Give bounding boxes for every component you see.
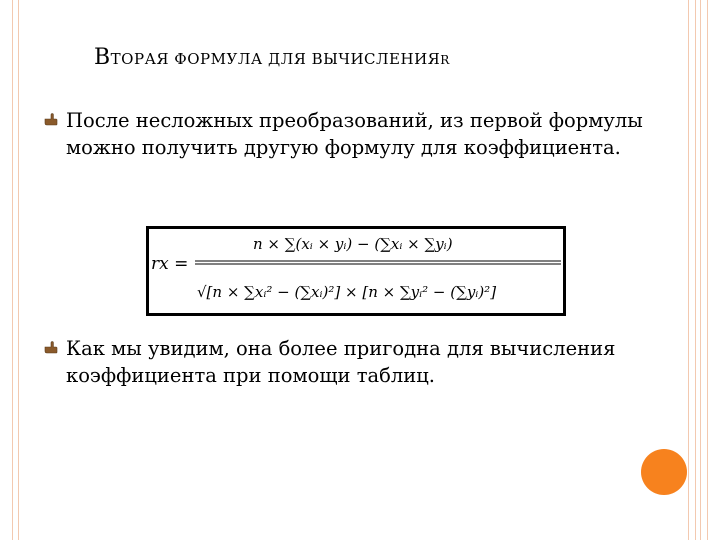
orange-circle-decoration [641,449,687,495]
slide-title [94,45,614,70]
title-rest: ТОРАЯ ФОРМУЛА ДЛЯ ВЫЧИСЛЕНИЯ [110,50,441,68]
bullet-text-2: Как мы увидим, она более пригодна для вычисления коэффициента при помощи таблиц. [66,337,616,387]
title-first-letter: В [94,45,111,70]
hand-pointer-icon [44,112,58,126]
bullet-text-1: После несложных преобразований, из первой формулы можно получить другую формулу для коэффициента. [66,109,643,159]
hand-pointer-icon [44,340,58,354]
formula-denominator: √[n × ∑xᵢ² − (∑xᵢ)²] × [n × ∑yᵢ² − (∑yᵢ)²] [197,283,497,301]
left-border-decoration [12,0,19,540]
title-suffix: R [440,53,450,67]
formula-graphic [149,229,563,313]
formula-numerator: n × ∑(xᵢ × yᵢ) − (∑xᵢ × ∑yᵢ) [253,235,453,253]
correlation-formula-image [146,226,566,316]
right-border-decoration [688,0,708,540]
formula-lhs: rx = [151,254,189,274]
